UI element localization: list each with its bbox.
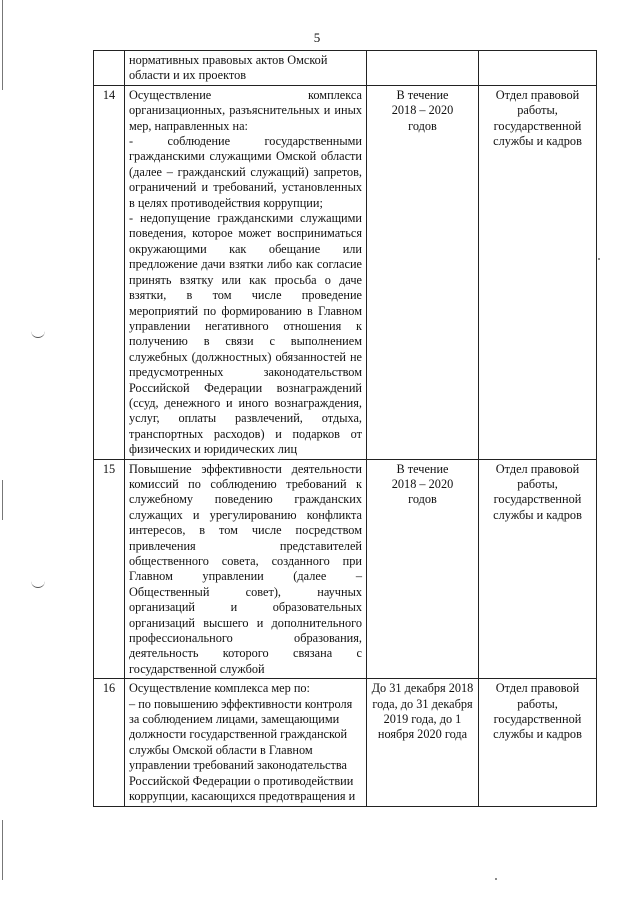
measures-table (93, 50, 597, 807)
row-number: 16 (94, 679, 125, 806)
table-row (94, 51, 597, 86)
measure-text: Осуществление комплекса организационных, разъяснительных и иных мер, направленных на: - соблюдение государственными гражданскими служащими Омской области (далее – гражданский служащий) запретов, ограничений и требований, установленных в целях противодействия коррупции; - недопущение гражданскими служащими поведения, которое может восприниматься окружающими как обещание или предложение дачи взятки либо как согласие принять взятку или как просьба о даче взятки, в том числе проведение мероприятий по формированию в Главном управлении негативного отношения к получению в связи с выполнением служебных (должностных) обязанностей не предусмотренных законодательством Российской Федерации вознаграждений (ссуд, денежного и иного вознаграждения, услуг, оплаты развлечений, отдыха, транспортных расходов) и подарков от физических и юридических лиц (125, 85, 367, 459)
binding-hole-mark (31, 578, 45, 588)
row-number: 14 (94, 85, 125, 459)
deadline-text: В течение 2018 – 2020 годов (367, 459, 479, 679)
scan-edge-line (2, 820, 3, 880)
table-row (94, 679, 597, 806)
deadline-text: До 31 декабря 2018 года, до 31 декабря 2019 года, до 1 ноября 2020 года (367, 679, 479, 806)
table-row (94, 459, 597, 679)
binding-hole-mark (31, 328, 45, 338)
row-number: 15 (94, 459, 125, 679)
executor-text (479, 51, 597, 86)
measure-text: нормативных правовых актов Омской области и их проектов (125, 51, 367, 86)
executor-text: Отдел правовой работы, государственной службы и кадров (479, 459, 597, 679)
deadline-text: В течение 2018 – 2020 годов (367, 85, 479, 459)
executor-text: Отдел правовой работы, государственной службы и кадров (479, 85, 597, 459)
table-row (94, 85, 597, 459)
executor-text: Отдел правовой работы, государственной службы и кадров (479, 679, 597, 806)
row-number (94, 51, 125, 86)
scan-speck (495, 878, 497, 880)
scan-edge-line (2, 480, 3, 520)
measure-text: Осуществление комплекса мер по: – по повышению эффективности контроля за соблюдением лицами, замещающими должности государственной гражданской службы Омской области в Главном управлении требований законодательства Российской Федерации о противодействии коррупции, касающихся предотвращения и (125, 679, 367, 806)
deadline-text (367, 51, 479, 86)
page-number: 5 (313, 30, 321, 45)
measure-text: Повышение эффективности деятельности комиссий по соблюдению требований к служебному поведению гражданских служащих и урегулированию конфликта интересов, в том числе посредством привлечения представителей общественного совета, созданного при Главном управлении (далее – Общественный совет), научных организаций и образовательных организаций высшего и дополнительного профессионального образования, деятельность которого связана с государственной службой (125, 459, 367, 679)
scan-speck (598, 258, 600, 260)
